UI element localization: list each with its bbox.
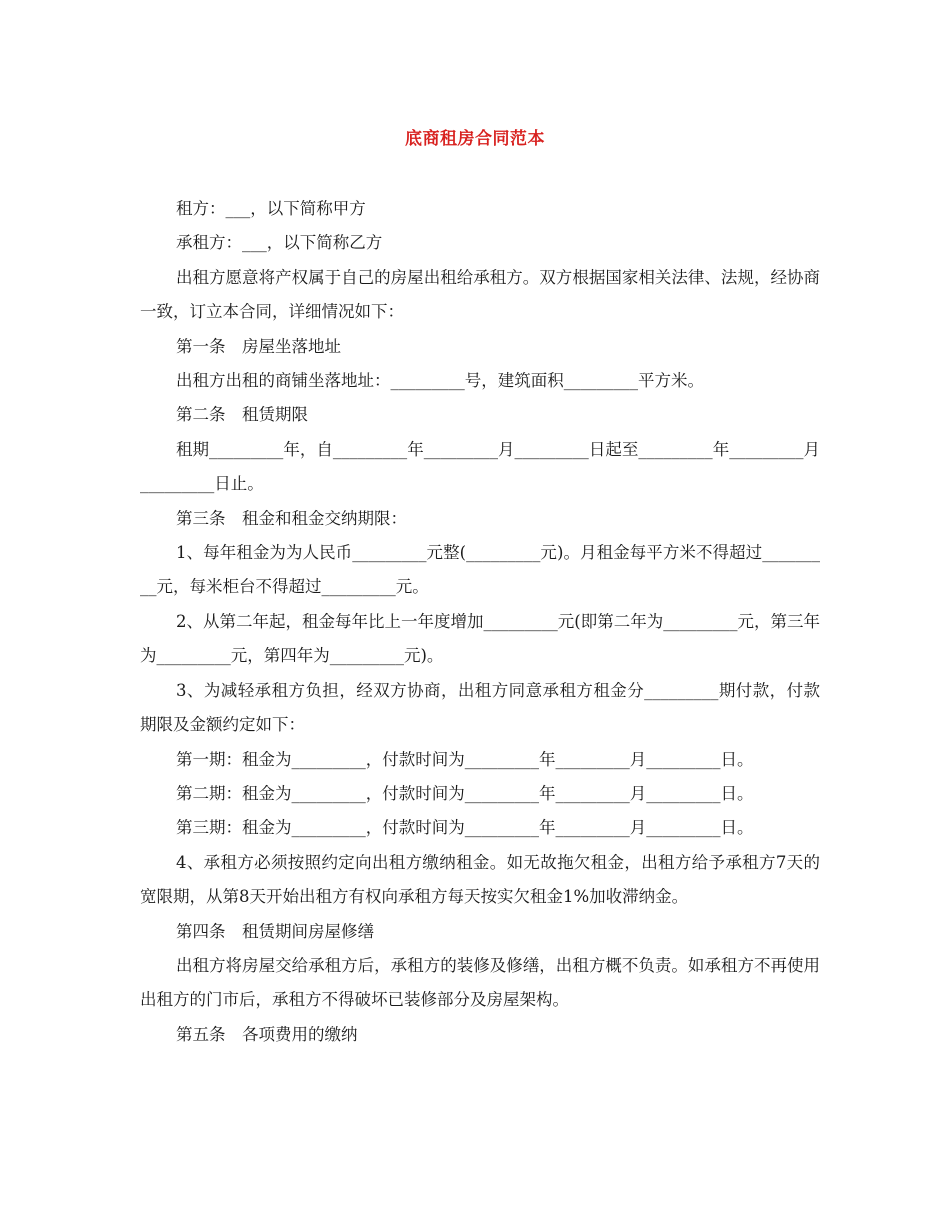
installment-1: 第一期：租金为_________，付款时间为_________年_________月_________日。 <box>176 749 754 769</box>
article-2-content: 租期_________年，自_________年_________月_________日起至_________年_________月_________日止。 <box>140 439 820 494</box>
installment-3: 第三期：租金为_________，付款时间为_________年_________月_________日。 <box>176 818 754 838</box>
paragraph-lessee: 承租方：___，以下简称乙方 <box>176 233 383 253</box>
article-2-heading: 第二条 租赁期限 <box>176 405 308 425</box>
article-3-clause-1: 1、每年租金为为人民币_________元整(_________元)。月租金每平方米不得超过_________元，每米柜台不得超过_________元。 <box>140 543 820 597</box>
article-3-clause-3: 3、为减轻承租方负担，经双方协商，出租方同意承租方租金分_________期付款，付款期限及金额约定如下： <box>140 680 820 735</box>
article-1-content: 出租方出租的商铺坐落地址：_________号，建筑面积_________平方米。 <box>176 371 704 391</box>
article-5-heading: 第五条 各项费用的缴纳 <box>176 1024 358 1044</box>
document-title: 底商租房合同范本 <box>405 129 545 149</box>
article-4-content: 出租方将房屋交给承租方后，承租方的装修及修缮，出租方概不负责。如承租方不再使用出租方的门市后，承租方不得破坏已装修部分及房屋架构。 <box>140 955 820 1010</box>
article-4-heading: 第四条 租赁期间房屋修缮 <box>176 921 374 941</box>
paragraph-intro: 出租方愿意将产权属于自己的房屋出租给承租方。双方根据国家相关法律、法规，经协商一致，订立本合同，详细情况如下： <box>140 267 820 322</box>
article-1-heading: 第一条 房屋坐落地址 <box>176 336 341 356</box>
document-body <box>140 192 820 1052</box>
article-3-clause-4: 4、承租方必须按照约定向出租方缴纳租金。如无故拖欠租金，出租方给予承租方7天的宽限期，从第8天开始出租方有权向承租方每天按实欠租金1%加收滞纳金。 <box>140 852 820 907</box>
installment-2: 第二期：租金为_________，付款时间为_________年_________月_________日。 <box>176 783 754 803</box>
paragraph-lessor: 租方：___，以下简称甲方 <box>176 199 366 218</box>
article-3-clause-2: 2、从第二年起，租金每年比上一年度增加_________元(即第二年为_________元，第三年为_________元，第四年为_________元)。 <box>140 611 820 666</box>
article-3-heading: 第三条 租金和租金交纳期限： <box>176 508 407 528</box>
